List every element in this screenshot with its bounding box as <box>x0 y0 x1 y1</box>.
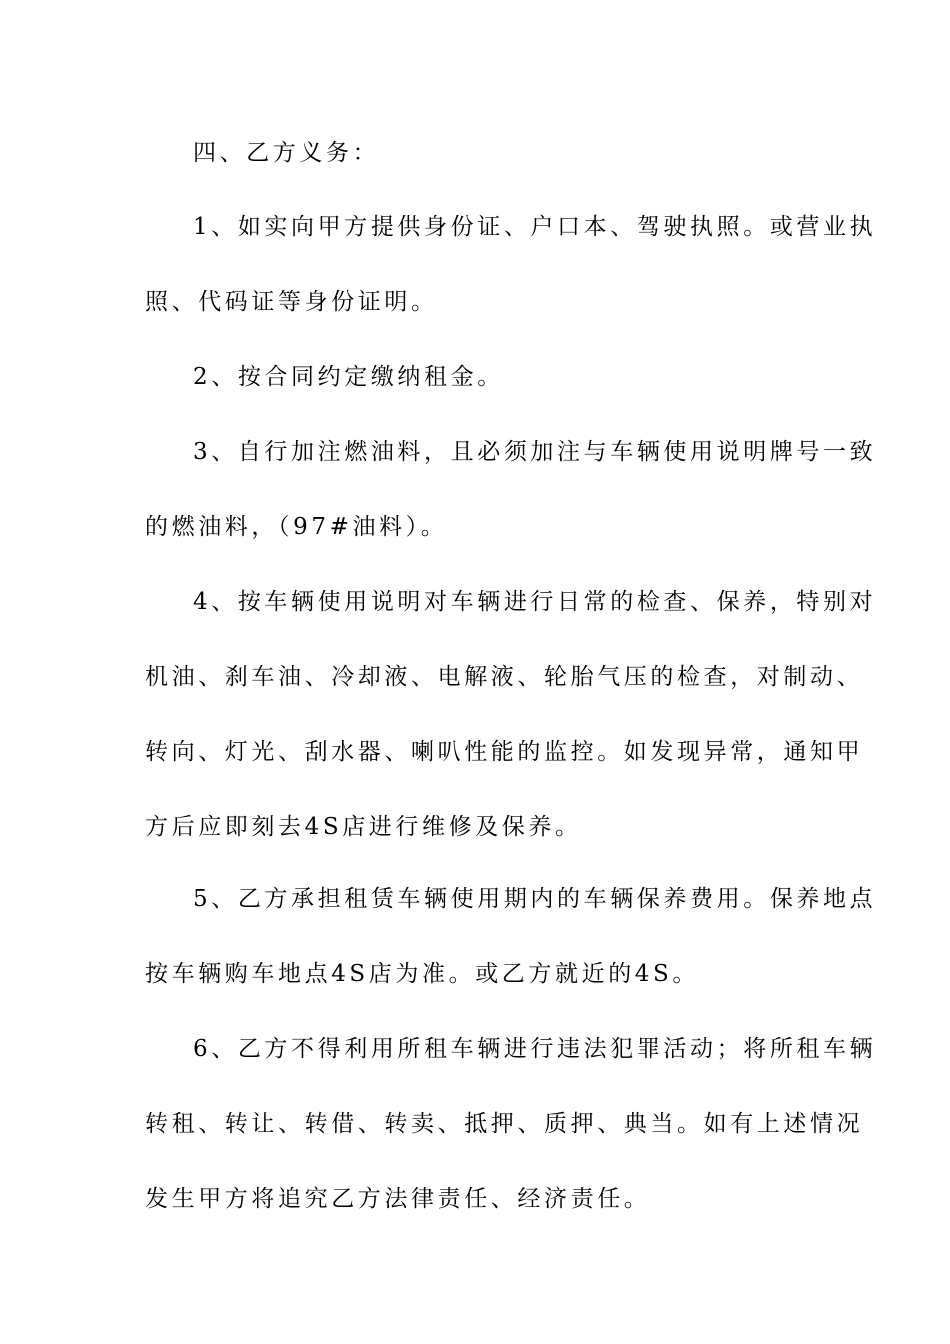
paragraph-line: 照、代码证等身份证明。 <box>145 289 438 315</box>
paragraph-line: 转租、转让、转借、转卖、抵押、质押、典当。如有上述情况 <box>145 1111 864 1137</box>
paragraph-line: 2、按合同约定缴纳租金。 <box>193 364 504 390</box>
paragraph-line: 4、按车辆使用说明对车辆进行日常的检查、保养，特别对 <box>193 589 877 615</box>
paragraph-line: 机油、刹车油、冷却液、电解液、轮胎气压的检查，对制动、 <box>145 664 864 690</box>
paragraph-line: 1、如实向甲方提供身份证、户口本、驾驶执照。或营业执 <box>193 214 877 240</box>
paragraph-line: 按车辆购车地点4S店为准。或乙方就近的4S。 <box>145 961 699 987</box>
paragraph-line: 3、自行加注燃油料，且必须加注与车辆使用说明牌号一致 <box>193 439 877 465</box>
paragraph-line: 发生甲方将追究乙方法律责任、经济责任。 <box>145 1186 651 1212</box>
paragraph-line: 转向、灯光、刮水器、喇叭性能的监控。如发现异常，通知甲 <box>145 739 864 765</box>
paragraph-line: 的燃油料，（97#油料）。 <box>145 514 448 540</box>
paragraph-line: 方后应即刻去4S店进行维修及保养。 <box>145 814 582 840</box>
paragraph-line: 5、乙方承担租赁车辆使用期内的车辆保养费用。保养地点 <box>193 886 877 912</box>
paragraph-line: 6、乙方不得利用所租车辆进行违法犯罪活动；将所租车辆 <box>193 1036 877 1062</box>
section-heading: 四、乙方义务： <box>193 140 380 166</box>
